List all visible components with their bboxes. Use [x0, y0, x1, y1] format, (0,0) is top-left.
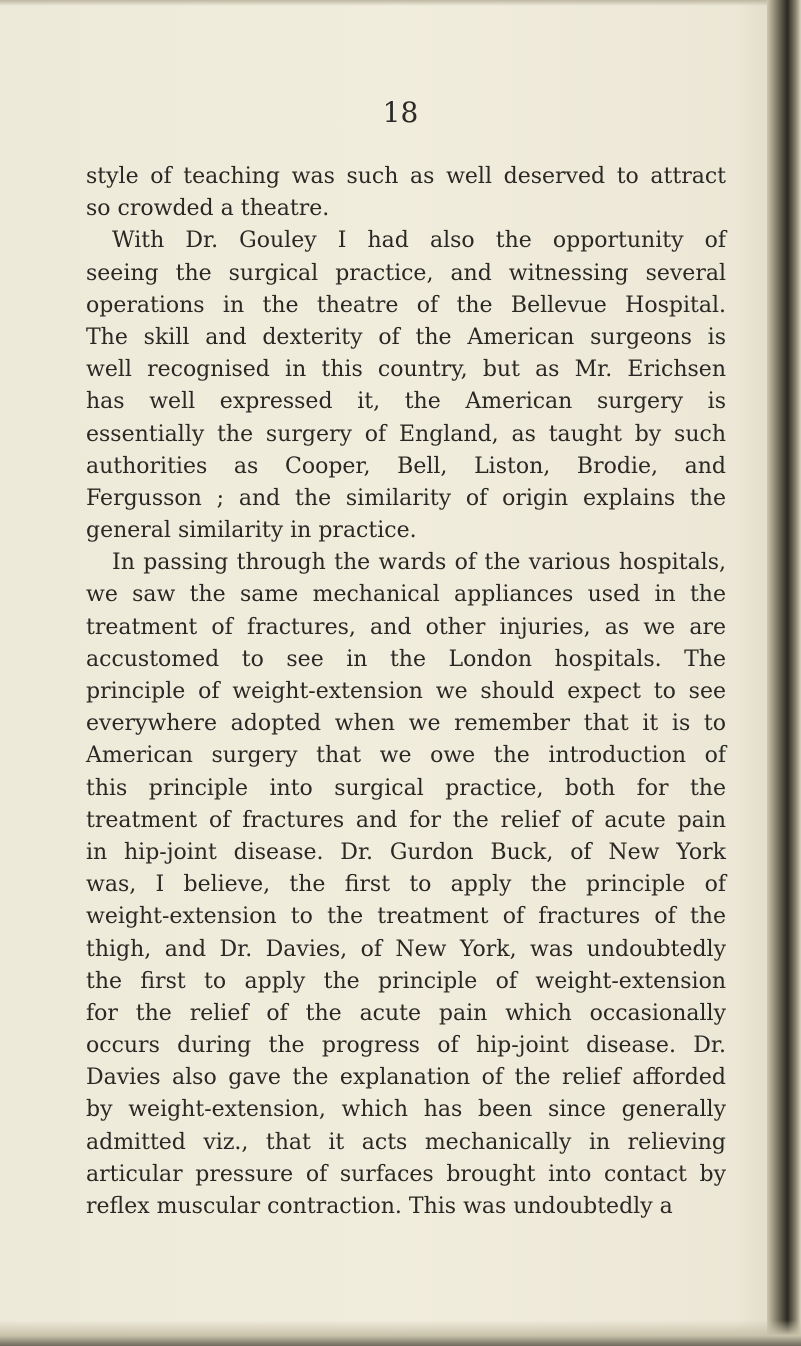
text-line: operations in the theatre of the Bellevue Hospital. — [86, 292, 726, 318]
text-line: style of teaching was such as well deserved to attract — [86, 164, 726, 189]
top-shadow — [0, 0, 801, 6]
body-text — [86, 161, 726, 1223]
text-line: in hip-joint disease. Dr. Gurdon Buck, of New York — [86, 839, 726, 865]
text-line: we saw the same mechanical appliances used in the — [86, 582, 726, 608]
text-line: so crowded a theatre. — [86, 196, 330, 222]
text-line: principle of weight-extension we should expect to see — [86, 679, 726, 704]
text-line: articular pressure of surfaces brought into contact by — [86, 1161, 726, 1187]
text-line: authorities as Cooper, Bell, Liston, Brodie, and — [86, 453, 726, 479]
text-line: for the relief of the acute pain which occasionally — [86, 1000, 726, 1026]
text-line: essentially the surgery of England, as taught by such — [86, 421, 726, 447]
text-line: thigh, and Dr. Davies, of New York, was undoubtedly — [86, 936, 726, 962]
text-line: everywhere adopted when we remember that it is to — [86, 711, 726, 737]
page-binding-edge — [767, 0, 801, 1346]
text-line: reflex muscular contraction. This was undoubtedly a — [86, 1194, 673, 1219]
text-line: treatment of fractures, and other injuries, as we are — [86, 614, 726, 640]
text-line: general similarity in practice. — [86, 518, 417, 544]
text-line: The skill and dexterity of the American surgeons is — [86, 324, 726, 350]
text-line: by weight-extension, which has been since generally — [86, 1097, 726, 1123]
page-number: 18 — [382, 96, 419, 129]
text-line: well recognised in this country, but as Mr. Erichsen — [86, 357, 726, 383]
text-line: was, I believe, the first to apply the principle of — [86, 872, 726, 898]
text-line: seeing the surgical practice, and witnessing several — [86, 260, 726, 286]
text-line: Fergusson ; and the similarity of origin explains the — [86, 485, 726, 511]
text-line: In passing through the wards of the various hospitals, — [112, 550, 726, 576]
text-line: American surgery that we owe the introduction of — [86, 743, 726, 769]
text-line: weight-extension to the treatment of fractures of the — [86, 904, 726, 930]
text-line: the first to apply the principle of weight-extension — [86, 968, 726, 994]
text-line: this principle into surgical practice, both for the — [86, 775, 726, 801]
text-line: accustomed to see in the London hospitals. The — [86, 646, 726, 672]
text-line: With Dr. Gouley I had also the opportunity of — [112, 228, 726, 254]
text-line: admitted viz., that it acts mechanically in relieving — [86, 1129, 726, 1155]
text-line: Davies also gave the explanation of the relief afforded — [86, 1065, 726, 1091]
text-line: occurs during the progress of hip-joint disease. Dr. — [86, 1033, 726, 1059]
bottom-shadow — [0, 1320, 801, 1346]
text-line: has well expressed it, the American surgery is — [86, 389, 726, 415]
text-line: treatment of fractures and for the relief of acute pain — [86, 807, 726, 833]
